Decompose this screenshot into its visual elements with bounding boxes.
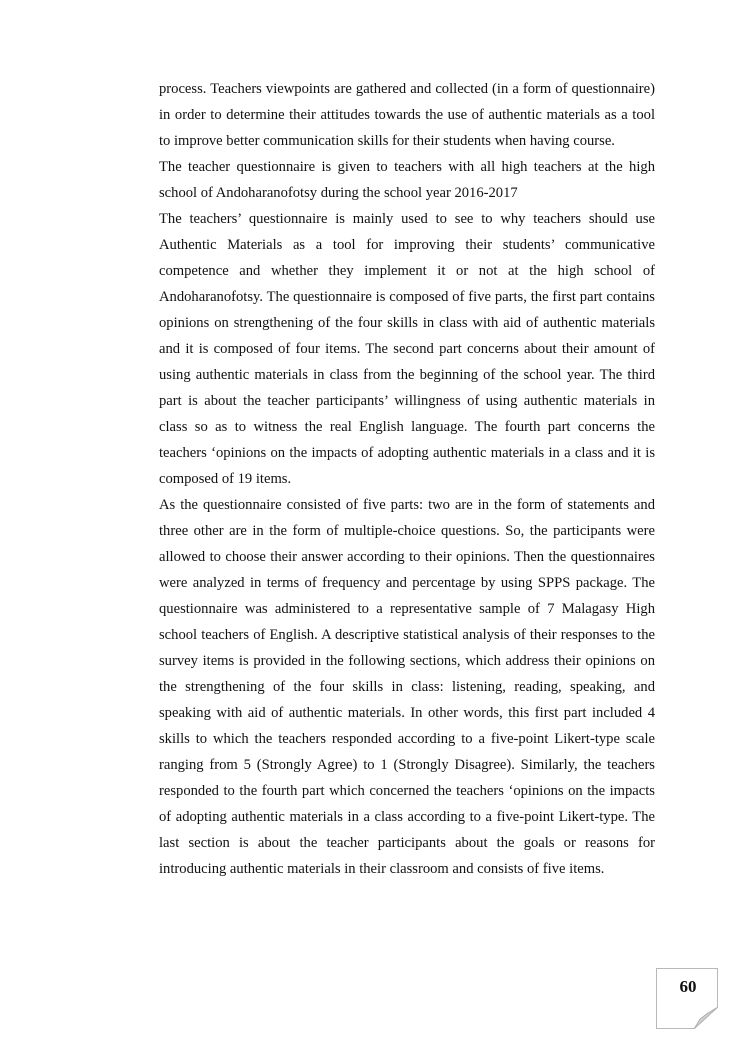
page-curl-icon <box>694 1007 718 1029</box>
paragraph-questionnaire-purpose: The teachers’ questionnaire is mainly used to see to why teachers should use Authentic Materials as a tool for improving their students’ communicative competence and whether they implement it or not at the high school of Andoharanofotsy. The questionnaire is composed of five parts, the first part contains opinions on strengthening of the four skills in class with aid of authentic materials and it is composed of four items. The second part concerns about their amount of using authentic materials in class from the beginning of the school year. The third part is about the teacher participants’ willingness of using authentic materials in class so as to witness the real English language. The fourth part concerns the teachers ‘opinions on the impacts of adopting authentic materials in a class and it is composed of 19 items. <box>159 211 655 487</box>
page-number: 60 <box>679 977 697 996</box>
page-number-box <box>656 968 718 1029</box>
document-body <box>159 76 655 882</box>
paragraph-questionnaire-given: The teacher questionnaire is given to teachers with all high teachers at the high school of Andoharanofotsy during the school year 2016-2017 <box>159 159 655 201</box>
paragraph-methodology-intro: process. Teachers viewpoints are gathered and collected (in a form of questionnaire) in order to determine their attitudes towards the use of authentic materials as a tool to improve better communication skills for their students when having course. <box>159 81 655 149</box>
paragraph-questionnaire-analysis: As the questionnaire consisted of five parts: two are in the form of statements and three other are in the form of multiple-choice questions. So, the participants were allowed to choose their answer according to their opinions. Then the questionnaires were analyzed in terms of frequency and percentage by using SPPS package. The questionnaire was administered to a representative sample of 7 Malagasy High school teachers of English. A descriptive statistical analysis of their responses to the survey items is provided in the following sections, which address their opinions on the strengthening of the four skills in class: listening, reading, speaking, and speaking with aid of authentic materials. In other words, this first part included 4 skills to which the teachers responded according to a five-point Likert-type scale ranging from 5 (Strongly Agree) to 1 (Strongly Disagree). Similarly, the teachers responded to the fourth part which concerned the teachers ‘opinions on the impacts of adopting authentic materials in a class according to a five-point Likert-type. The last section is about the teacher participants about the goals or reasons for introducing authentic materials in their classroom and consists of five items. <box>159 497 655 877</box>
